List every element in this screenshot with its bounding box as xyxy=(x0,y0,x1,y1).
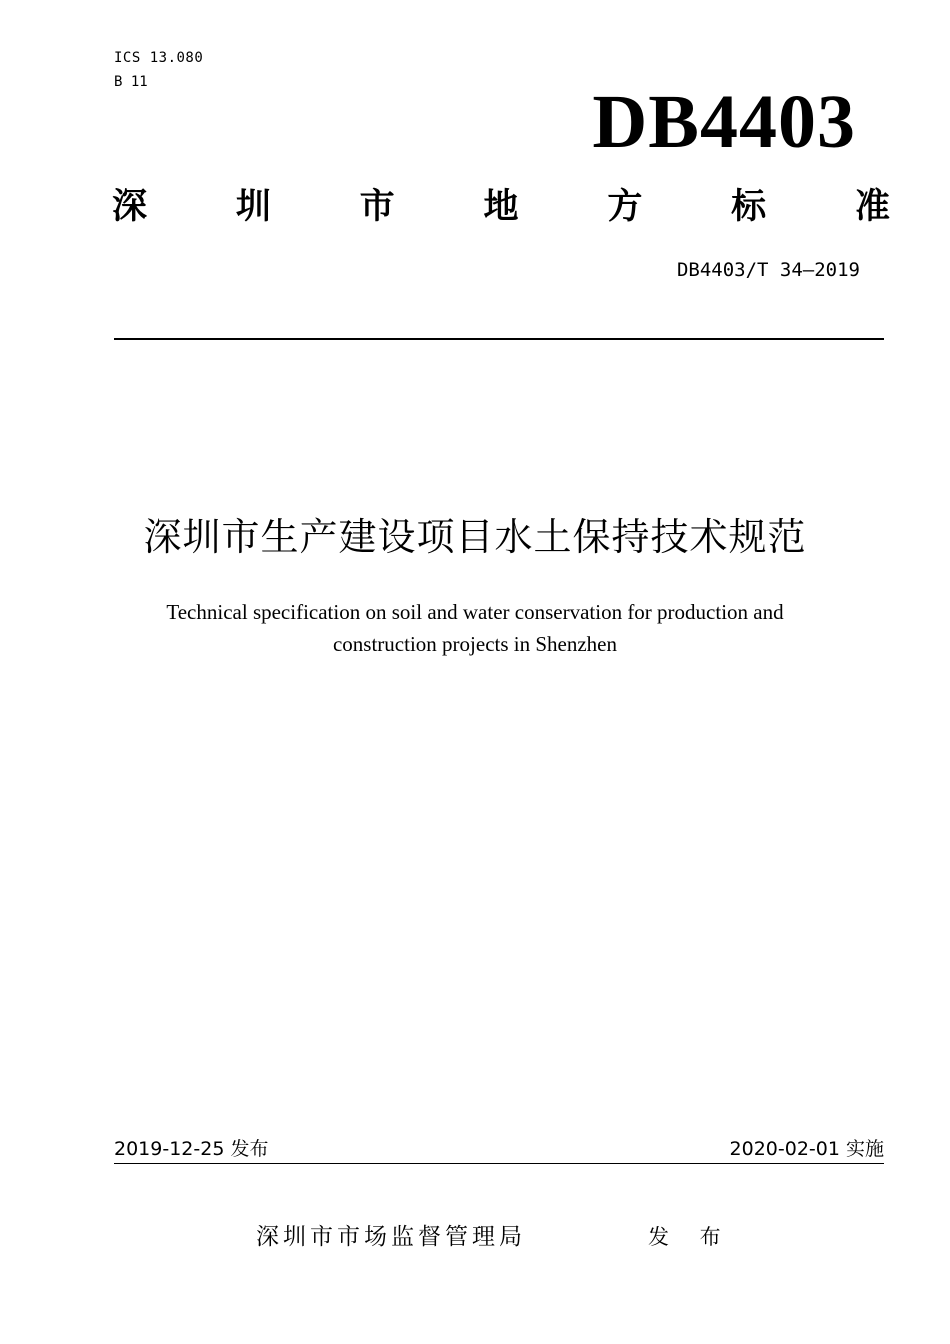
document-title-english xyxy=(60,596,890,660)
footer-divider xyxy=(114,1163,884,1164)
english-title-line: construction projects in Shenzhen xyxy=(332,632,617,656)
standard-type-char: 标 xyxy=(731,187,767,227)
document-title-chinese: 深圳市生产建设项目水土保持技术规范 xyxy=(143,515,807,559)
issue-date: 2019-12-25 发布 xyxy=(114,1138,269,1160)
standard-number: DB4403/T 34—2019 xyxy=(676,259,860,281)
standard-type-char: 深 xyxy=(112,187,148,227)
standard-type-heading xyxy=(112,184,890,230)
standard-type-char: 圳 xyxy=(235,187,271,227)
standard-type-char: 准 xyxy=(854,187,890,227)
publish-label: 发 布 xyxy=(648,1225,733,1249)
ics-code: ICS 13.080 xyxy=(114,50,204,66)
issuing-authority: 深圳市市场监督管理局 xyxy=(256,1224,526,1250)
header-divider xyxy=(114,338,884,340)
standard-type-char: 方 xyxy=(607,187,643,227)
english-title-line: Technical specification on soil and water conservation for production and xyxy=(166,600,784,624)
classification-code: B 11 xyxy=(114,74,148,90)
standard-type-char: 市 xyxy=(359,187,395,227)
implementation-date: 2020-02-01 实施 xyxy=(729,1138,884,1160)
standard-logo: DB4403 xyxy=(592,80,856,164)
standard-type-char: 地 xyxy=(483,187,519,227)
